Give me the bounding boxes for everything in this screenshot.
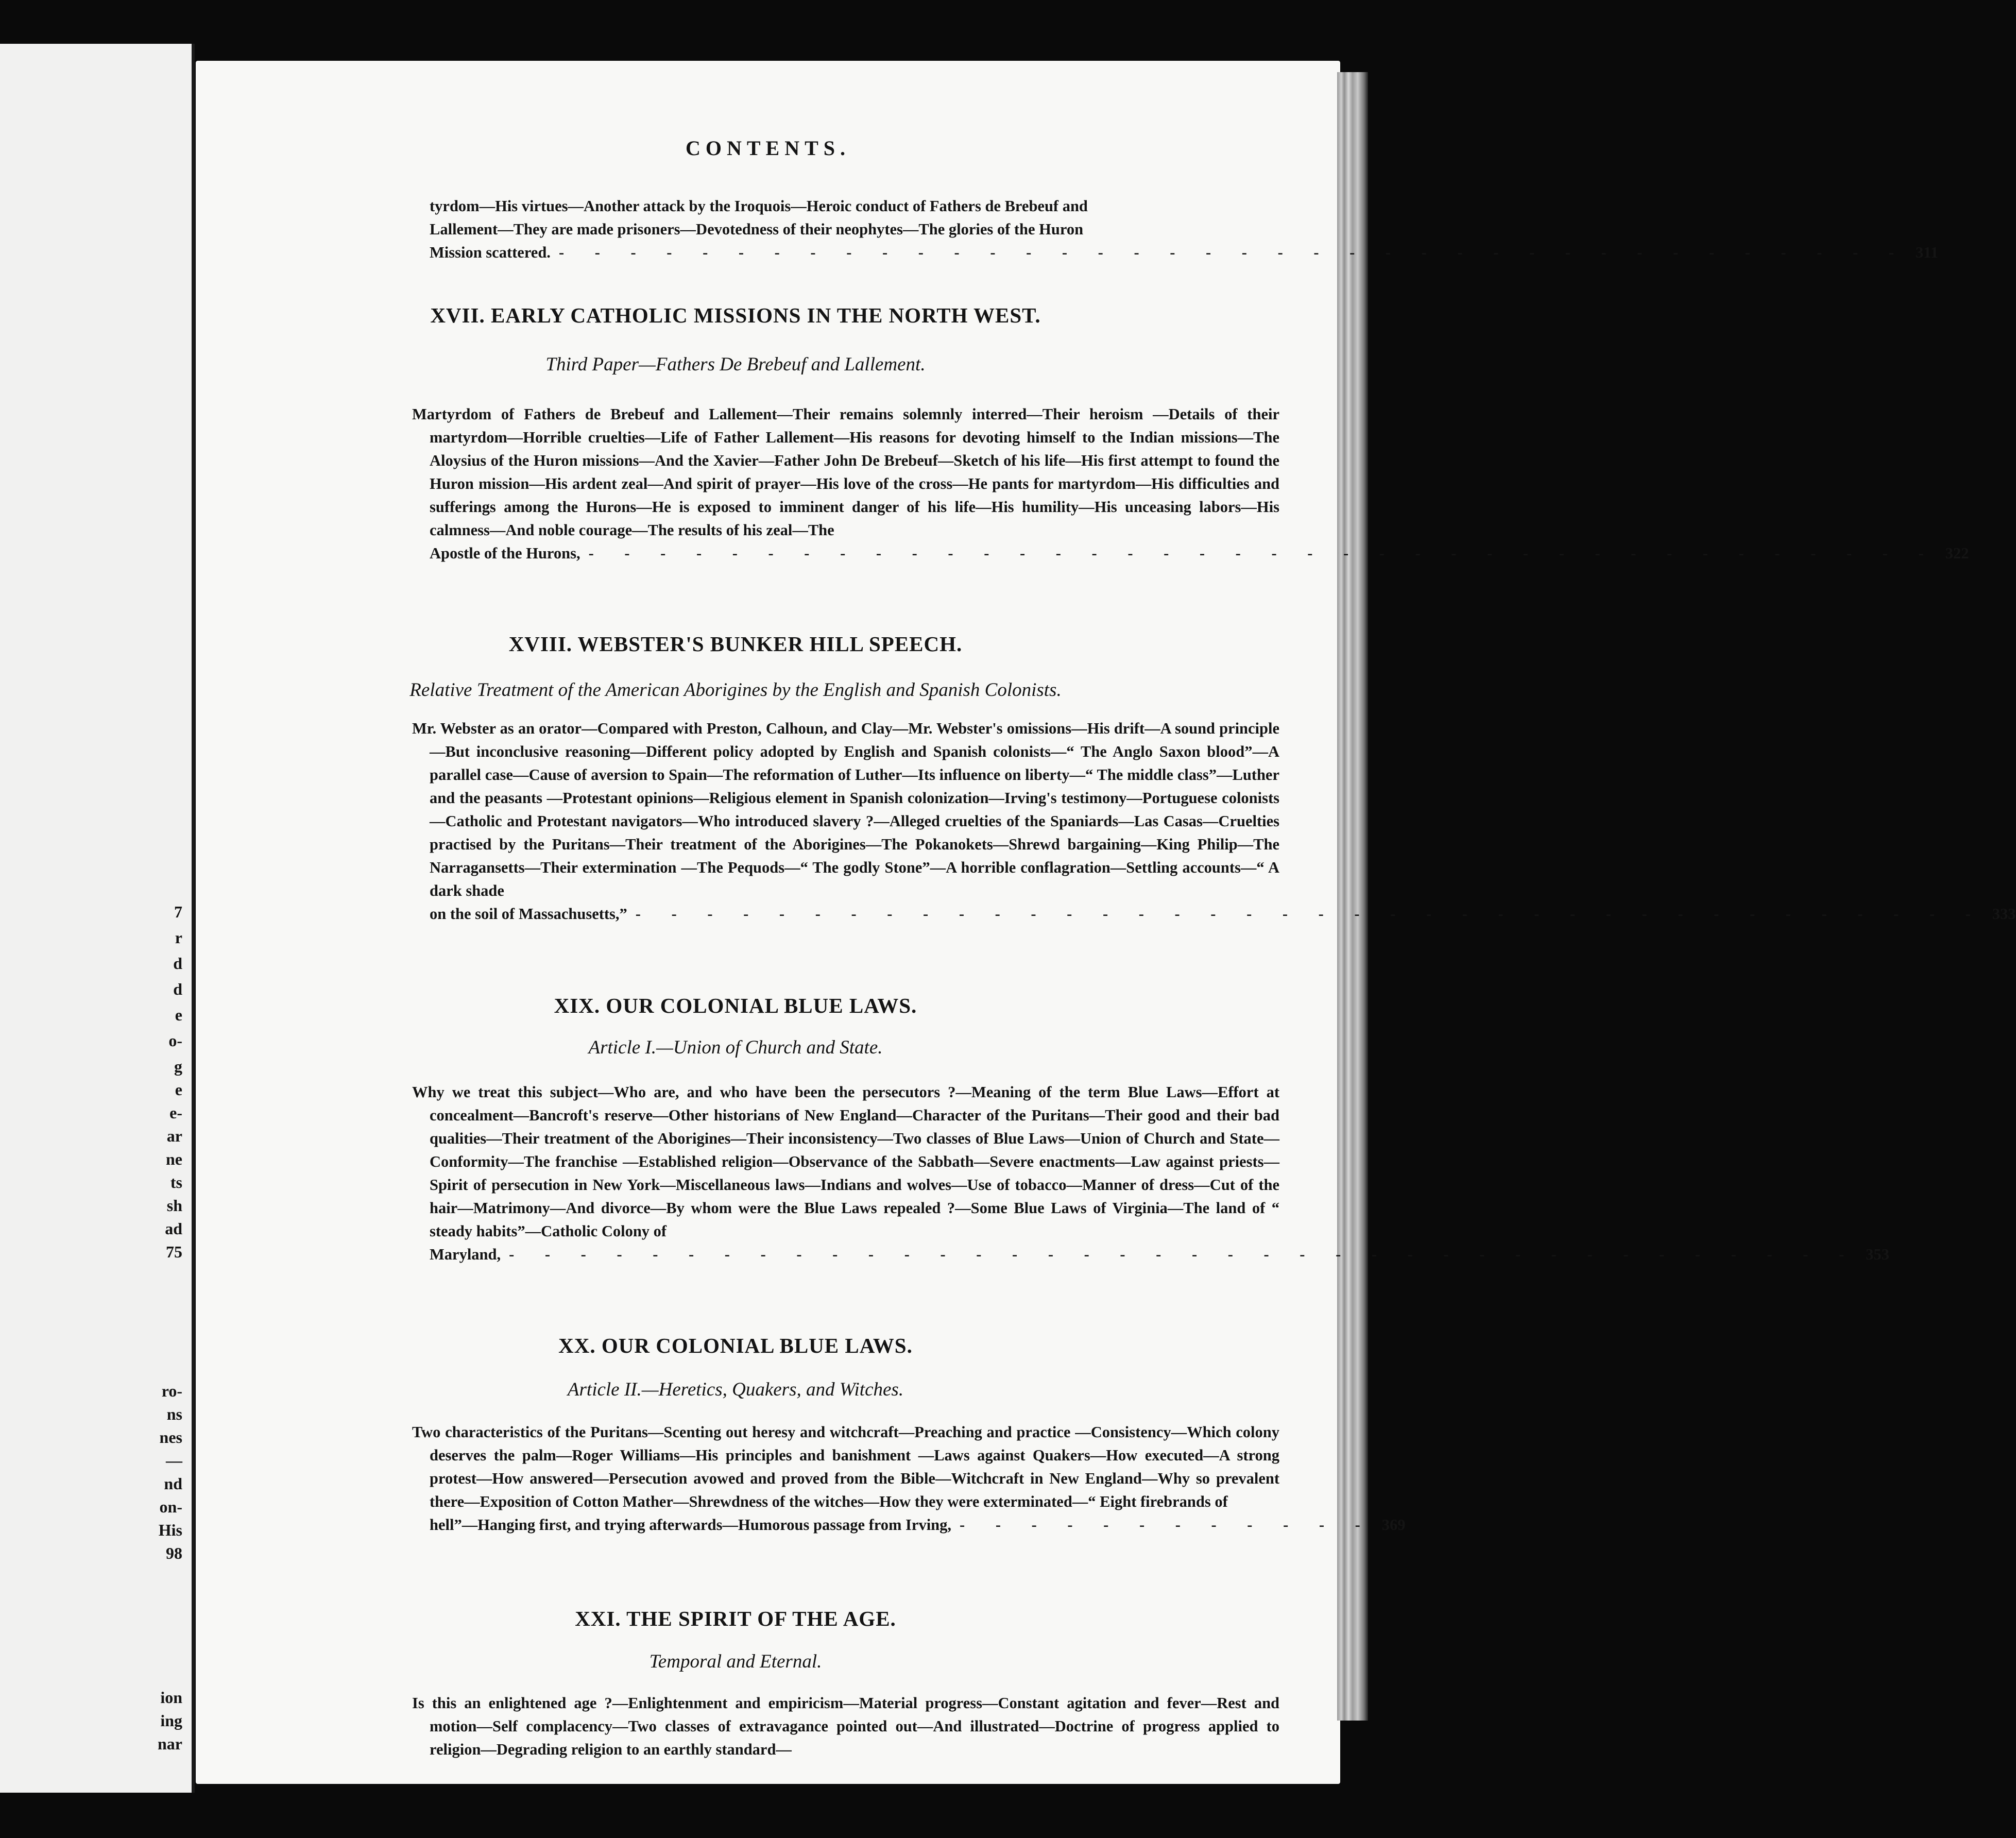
left-page-text-fragment: on- <box>159 1497 182 1516</box>
summary-text: Two characteristics of the Puritans—Scenting out heresy and witchcraft—Preaching and practice —Consistency—Which colony deserves the palm—Roger Williams—His principles and banishment —Laws against Quakers—How executed—A strong protest—How answered—Persecution avowed and proved from the Bible—Witchcraft in New England—Why so prevalent there—Exposition of Cotton Mather—Shrewdness of the witches—How they were exterminated—“ Eight firebrands of <box>412 1423 1279 1510</box>
section-subtitle-xviii: Relative Treatment of the American Aborigines by the English and Spanish Colonists. <box>409 679 1062 701</box>
summary-text: Mr. Webster as an orator—Compared with Preston, Calhoun, and Clay—Mr. Webster's omissions—His drift—A sound principle—But inconclusive reasoning—Different policy adopted by English and Spanish colonists—“ The Anglo Saxon blood”—A parallel case—Cause of aversion to Spain—The reformation of Luther—Its influence on liberty—“ The middle class”—Luther and the peasants —Protestant opinions—Religious element in Spanish colonization—Irving's testimony—Portuguese colonists—Catholic and Protestant navigators—Who introduced slavery ?—Alleged cruelties of the Spaniards—Las Casas—Cruelties practised by the Puritans—Their treatment of the Aborigines—The Pokanokets—Shrewd bargaining—King Philip—The Narragansetts—Their extermination —The Pequods—“ The godly Stone”—A horrible conflagration—Settling accounts—“ A dark shade <box>412 720 1279 899</box>
section-heading-xvii: XVII. EARLY CATHOLIC MISSIONS IN THE NORTH WEST. <box>430 303 1041 327</box>
left-page-text-fragment: ion <box>160 1688 182 1707</box>
left-page-text-fragment: — <box>166 1451 182 1470</box>
summary-last-line <box>430 903 2016 926</box>
left-page-text-fragment: sh <box>166 1196 182 1215</box>
section-subtitle-xx: Article II.—Heretics, Quakers, and Witches. <box>567 1379 904 1400</box>
left-page-text-fragment: ns <box>166 1405 182 1423</box>
section-subtitle-xix: Article I.—Union of Church and State. <box>588 1037 883 1058</box>
left-page-text-fragment: ne <box>166 1150 182 1168</box>
summary-text: Why we treat this subject—Who are, and who have been the persecutors ?—Meaning of the term Blue Laws—Effort at concealment—Bancroft's reserve—Other historians of New England—Character of the Puritans—Their good and their bad qualities—Their treatment of the Aborigines—Their inconsistency—Two classes of Blue Laws—Union of Church and State—Conformity—The franchise —Established religion—Observance of the Sabbath—Severe enactments—Law against priests—Spirit of persecution in New York—Miscellaneous laws—Indians and wolves—Use of tobacco—Manner of dress—Cut of the hair—Matrimony—And divorce—By whom were the Blue Laws repealed ?—Some Blue Laws of Virginia—The land of “ steady habits”—Catholic Colony of <box>412 1083 1279 1240</box>
left-page-text-fragment: ing <box>160 1711 182 1730</box>
dot-leader: - - - - - - - - - - - - - - - - - - - - - - - - - - - - - - - - - - - - - - <box>588 544 1937 562</box>
summary-last-text: on the soil of Massachusetts,” <box>430 905 627 923</box>
section-summary-xxi <box>412 1692 1279 1761</box>
left-page-text-fragment: ar <box>166 1127 182 1145</box>
left-page-text-fragment: nd <box>164 1474 182 1493</box>
section-summary-xvii <box>412 403 1969 565</box>
section-subtitle-xxi: Temporal and Eternal. <box>649 1651 822 1672</box>
summary-last-text: Maryland, <box>430 1246 501 1263</box>
summary-last-line <box>430 542 1969 565</box>
section-heading-xxi: XXI. THE SPIRIT OF THE AGE. <box>575 1607 896 1630</box>
continuation-entry <box>412 195 1939 264</box>
continuation-last-line <box>430 241 1939 264</box>
dot-leader: - - - - - - - - - - - - - - - - - - - - - - - - - - - - - - - - - - - - - - <box>558 244 1908 261</box>
continuation-line-2: Lallement—They are made prisoners—Devotedness of their neophytes—The glories of the Huron <box>430 220 1084 238</box>
summary-last-line <box>430 1243 1889 1266</box>
left-page-text-fragment: 98 <box>166 1544 182 1562</box>
dot-leader: - - - - - - - - - - - - <box>960 1516 1374 1534</box>
left-page-text-fragment: e <box>175 1080 182 1099</box>
section-heading-xviii: XVIII. WEBSTER'S BUNKER HILL SPEECH. <box>508 632 963 656</box>
left-page-text-fragment: His <box>158 1521 182 1539</box>
left-page-text-fragment: 75 <box>166 1243 182 1261</box>
page-number: 353 <box>1866 1246 1889 1263</box>
section-summary-xviii <box>412 717 2016 926</box>
left-page-text-fragment: e <box>175 1006 182 1024</box>
page-edge-stack <box>1337 72 1368 1721</box>
section-subtitle-xvii: Third Paper—Fathers De Brebeuf and Lallement. <box>545 354 926 375</box>
dot-leader: - - - - - - - - - - - - - - - - - - - - - - - - - - - - - - - - - - - - - - <box>635 905 1984 923</box>
left-page-text-fragment: 7 <box>174 903 182 921</box>
left-page-text-fragment: ro- <box>161 1382 182 1400</box>
summary-text: Martyrdom of Fathers de Brebeuf and Lallement—Their remains solemnly interred—Their heroism —Details of their martyrdom—Horrible cruelties—Life of Father Lallement—His reasons for devoting himself to the Indian missions—The Aloysius of the Huron missions—And the Xavier—Father John De Brebeuf—Sketch of his life—His first attempt to found the Huron mission—His ardent zeal—And spirit of prayer—His love of the cross—He pants for martyrdom—His difficulties and sufferings among the Hurons—He is exposed to imminent danger of his life—His humility—His unceasing labors—His calmness—And noble courage—The results of his zeal—The <box>412 405 1279 539</box>
running-head: CONTENTS. <box>685 137 851 160</box>
continuation-last-text: Mission scattered. <box>430 244 551 261</box>
page-number: 322 <box>1945 544 1969 562</box>
summary-last-text: Apostle of the Hurons, <box>430 544 580 562</box>
left-page-text-fragment: g <box>174 1057 182 1076</box>
left-page-text-fragment: d <box>173 980 182 998</box>
left-facing-page <box>0 44 195 1793</box>
section-summary-xx <box>412 1421 1406 1537</box>
summary-last-text: hell”—Hanging first, and trying afterwards—Humorous passage from Irving, <box>430 1516 952 1534</box>
continuation-line-1: tyrdom—His virtues—Another attack by the Iroquois—Heroic conduct of Fathers de Brebeuf and <box>430 197 1088 215</box>
page-number: 311 <box>1916 244 1939 261</box>
summary-text: Is this an enlightened age ?—Enlightenment and empiricism—Material progress—Constant agitation and fever—Rest and motion—Self complacency—Two classes of extravagance pointed out—And illustrated—Doctrine of progress applied to religion—Degrading religion to an earthly standard— <box>412 1694 1279 1758</box>
section-heading-xix: XIX. OUR COLONIAL BLUE LAWS. <box>554 994 917 1017</box>
page-number: 369 <box>1381 1516 1406 1534</box>
left-page-text-fragment: ts <box>170 1173 182 1192</box>
left-page-text-fragment: o- <box>168 1031 182 1050</box>
dot-leader: - - - - - - - - - - - - - - - - - - - - - - - - - - - - - - - - - - - - - - <box>509 1246 1858 1263</box>
left-page-text-fragment: ad <box>165 1219 182 1238</box>
left-page-text-fragment: e- <box>169 1103 182 1122</box>
left-page-text-fragment: r <box>175 928 182 947</box>
section-heading-xx: XX. OUR COLONIAL BLUE LAWS. <box>558 1334 913 1357</box>
left-page-text-fragment: nar <box>158 1734 182 1753</box>
summary-last-line <box>430 1513 1406 1537</box>
section-summary-xix <box>412 1081 1889 1266</box>
left-page-text-fragment: d <box>173 954 182 973</box>
page-number: 333 <box>1992 905 2016 923</box>
left-page-text-fragment: nes <box>159 1428 182 1446</box>
